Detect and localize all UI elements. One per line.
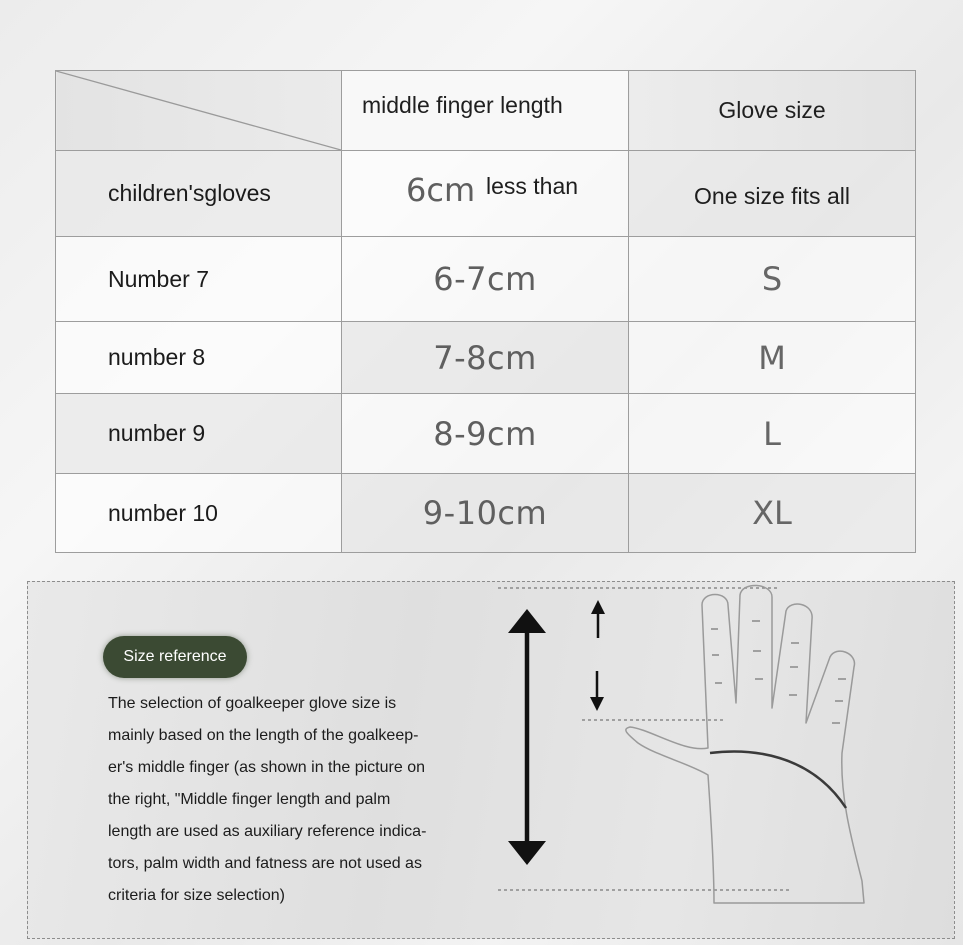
- header-middle-finger-length: middle finger length: [342, 71, 629, 151]
- header-glove-size: Glove size: [629, 71, 916, 151]
- total-length-arrow-icon: [508, 609, 546, 865]
- size-reference-badge: Size reference: [103, 636, 247, 678]
- finger-length-value: 6-7cm: [342, 237, 629, 322]
- finger-length-value: 9-10cm: [342, 474, 629, 553]
- table-row: [56, 322, 916, 394]
- glove-size-value: S: [629, 237, 916, 322]
- row-label: number 9: [56, 394, 342, 474]
- description-line: mainly based on the length of the goalkeep-: [108, 727, 419, 744]
- table-row: [56, 151, 916, 237]
- table-row: [56, 474, 916, 553]
- row-label: number 10: [56, 474, 342, 553]
- row-label: children'sgloves: [56, 151, 342, 237]
- size-chart-table: [55, 70, 916, 553]
- hand-outline: [626, 585, 864, 903]
- glove-size-value: M: [629, 322, 916, 394]
- glove-size-value: One size fits all: [629, 151, 916, 237]
- table-row: [56, 237, 916, 322]
- children-cm-qualifier: less than: [486, 173, 579, 199]
- finger-length-arrow-down-icon: [590, 671, 604, 711]
- description-line: length are used as auxiliary reference indica-: [108, 823, 427, 840]
- description-line: er's middle finger (as shown in the picture on: [108, 759, 425, 776]
- description-line: tors, palm width and fatness are not used as: [108, 855, 422, 872]
- table-header-row: [56, 71, 916, 151]
- size-reference-description: [108, 688, 453, 912]
- table-row: [56, 394, 916, 474]
- hand-measurement-illustration: [490, 583, 955, 935]
- description-line: the right, "Middle finger length and palm: [108, 791, 391, 808]
- finger-length-value: 7-8cm: [342, 322, 629, 394]
- description-line: criteria for size selection): [108, 887, 285, 904]
- diagonal-divider: [56, 71, 341, 150]
- glove-size-value: L: [629, 394, 916, 474]
- finger-length-value: 8-9cm: [342, 394, 629, 474]
- palm-measure-line: [710, 752, 846, 808]
- finger-length-arrow-up-icon: [591, 600, 605, 638]
- glove-size-value: XL: [629, 474, 916, 553]
- row-label: Number 7: [56, 237, 342, 322]
- children-cm-value: 6cm: [406, 171, 476, 209]
- description-line: The selection of goalkeeper glove size is: [108, 695, 397, 712]
- children-cm-cell: [342, 151, 629, 237]
- corner-cell: [56, 71, 342, 151]
- row-label: number 8: [56, 322, 342, 394]
